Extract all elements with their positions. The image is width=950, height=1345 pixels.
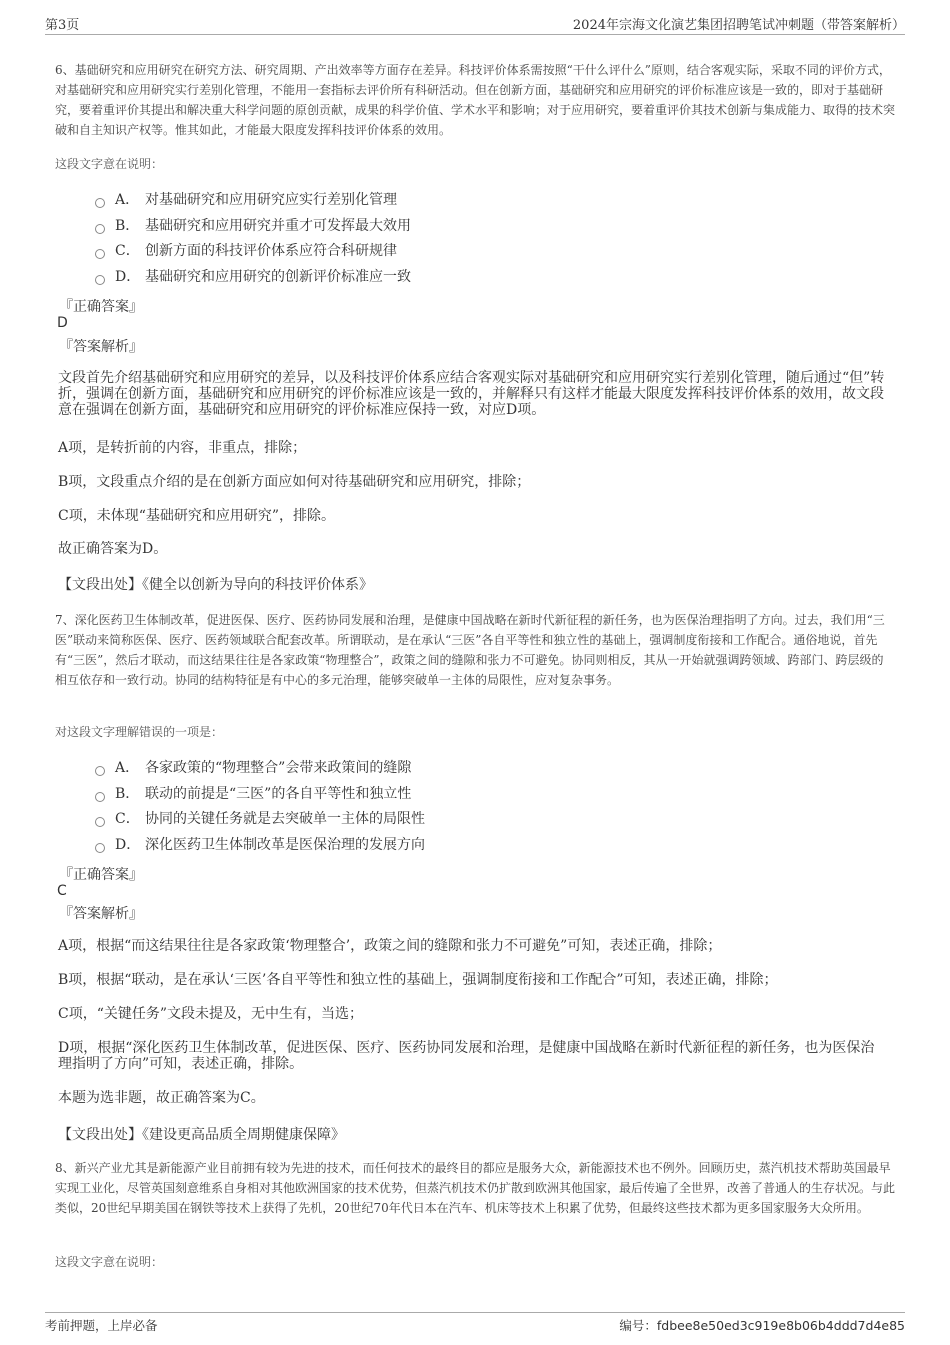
q7-stem: 对这段文字理解错误的一项是： bbox=[55, 725, 224, 739]
q7-analysis-label: 『答案解析』 bbox=[59, 906, 143, 922]
q7-analysis-5: 本题为选非题，故正确答案为C。 bbox=[58, 1090, 265, 1106]
document-title: 2024年宗海文化演艺集团招聘笔试冲刺题（带答案解析） bbox=[572, 18, 905, 33]
q7-analysis-2: B项，根据“联动，是在承认‘三医’各自平等性和独立性的基础上，强调制度衔接和工作配合”可知，表述正确，排除； bbox=[58, 972, 778, 988]
q6-analysis-2: A项，是转折前的内容，非重点，排除； bbox=[58, 440, 307, 456]
q6-analysis-label: 『答案解析』 bbox=[59, 339, 143, 355]
footer-slogan: 考前押题，上岸必备 bbox=[45, 1318, 158, 1333]
q6-analysis-5: 故正确答案为D。 bbox=[58, 541, 168, 557]
q6-stem: 这段文字意在说明： bbox=[55, 157, 164, 171]
q7-answer-label: 『正确答案』 bbox=[59, 867, 143, 883]
radio-icon[interactable] bbox=[95, 198, 105, 208]
q7-source: 【文段出处】《建设更高品质全周期健康保障》 bbox=[58, 1127, 345, 1143]
page-number: 第3页 bbox=[45, 18, 80, 33]
q6-answer: D bbox=[57, 315, 68, 331]
q6-source: 【文段出处】《健全以创新为导向的科技评价体系》 bbox=[58, 577, 373, 593]
radio-icon[interactable] bbox=[95, 766, 105, 776]
q6-passage: 6、基础研究和应用研究在研究方法、研究周期、产出效率等方面存在差异。科技评价体系需按照“干什么评什么”原则，结合客观实际，采取不同的评价方式，对基础研究和应用研究实行差别化管理，不能用一套指标去评价所有科研活动。但在创新方面，基础研究和应用研究的评价标准应该是一致的，即对于基础研究，要着重评价其提出和解决重大科学问题的原创贡献，成果的科学价值、学术水平和影响；对于应用研究，要着重评价其技术创新与集成能力、取得的技术突破和自主知识产权等。惟其如此，才能最大限度发挥科技评价体系的效用。 bbox=[55, 63, 896, 137]
q6-analysis-1: 文段首先介绍基础研究和应用研究的差异，以及科技评价体系应结合客观实际对基础研究和应用研究实行差别化管理，随后通过“但”转折，强调在创新方面，基础研究和应用研究的评价标准应该是一致的，并解释只有这样才能最大限度发挥科技评价体系的效用，故文段意在强调在创新方面，基础研究和应用研究的评价标准应保持一致，对应D项。 bbox=[58, 370, 885, 418]
radio-icon[interactable] bbox=[95, 792, 105, 802]
q7-analysis-4: D项，根据“深化医药卫生体制改革，促进医保、医疗、医药协同发展和治理，是健康中国战略在新时代新征程的新任务，也为医保治理指明了方向”可知，表述正确，排除。 bbox=[58, 1040, 875, 1072]
radio-icon[interactable] bbox=[95, 224, 105, 234]
page-footer bbox=[45, 1312, 905, 1335]
q7-analysis-1: A项，根据“而这结果往往是各家政策‘物理整合’，政策之间的缝隙和张力不可避免”可知，表述正确，排除； bbox=[58, 938, 722, 954]
radio-icon[interactable] bbox=[95, 843, 105, 853]
q6-analysis-3: B项，文段重点介绍的是在创新方面应如何对待基础研究和应用研究，排除； bbox=[58, 474, 531, 490]
q7-passage: 7、深化医药卫生体制改革，促进医保、医疗、医药协同发展和治理，是健康中国战略在新时代新征程的新任务，也为医保治理指明了方向。过去，我们用“三医”联动来简称医保、医疗、医药领域联合配套改革。所谓联动，是在承认“三医”各自平等性和独立性的基础上，强调制度衔接和工作配合。通俗地说，首先有“三医”，然后才联动，而这结果往往是各家政策“物理整合”，政策之间的缝隙和张力不可避免。协同则相反，其从一开始就强调跨领域、跨部门、跨层级的相互依存和一致行动。协同的结构特征是有中心的多元治理，能够突破单一主体的局限性，应对复杂事务。 bbox=[55, 613, 885, 687]
radio-icon[interactable] bbox=[95, 249, 105, 259]
document-code: 编号：fdbee8e50ed3c919e8b06b4ddd7d4e85 bbox=[619, 1318, 905, 1333]
radio-icon[interactable] bbox=[95, 817, 105, 827]
q8-stem: 这段文字意在说明： bbox=[55, 1255, 164, 1269]
q6-analysis-4: C项，未体现“基础研究和应用研究”，排除。 bbox=[58, 508, 336, 524]
q7-answer: C bbox=[57, 883, 67, 899]
q6-answer-label: 『正确答案』 bbox=[59, 299, 143, 315]
page-header bbox=[45, 12, 905, 35]
q7-analysis-3: C项，“关键任务”文段未提及，无中生有，当选； bbox=[58, 1006, 364, 1022]
radio-icon[interactable] bbox=[95, 275, 105, 285]
q8-passage: 8、新兴产业尤其是新能源产业目前拥有较为先进的技术，而任何技术的最终目的都应是服务大众，新能源技术也不例外。回顾历史，蒸汽机技术帮助英国最早实现工业化，尽管英国刻意维系自身相对其他欧洲国家的技术优势，但蒸汽机技术仍扩散到欧洲其他国家，最后传遍了全世界，改善了普通人的生存状况。与此类似，20世纪早期美国在钢铁等技术上获得了先机，20世纪70年代日本在汽车、机床等技术上积累了优势，但最终这些技术都为更多国家服务大众所用。 bbox=[55, 1161, 896, 1215]
